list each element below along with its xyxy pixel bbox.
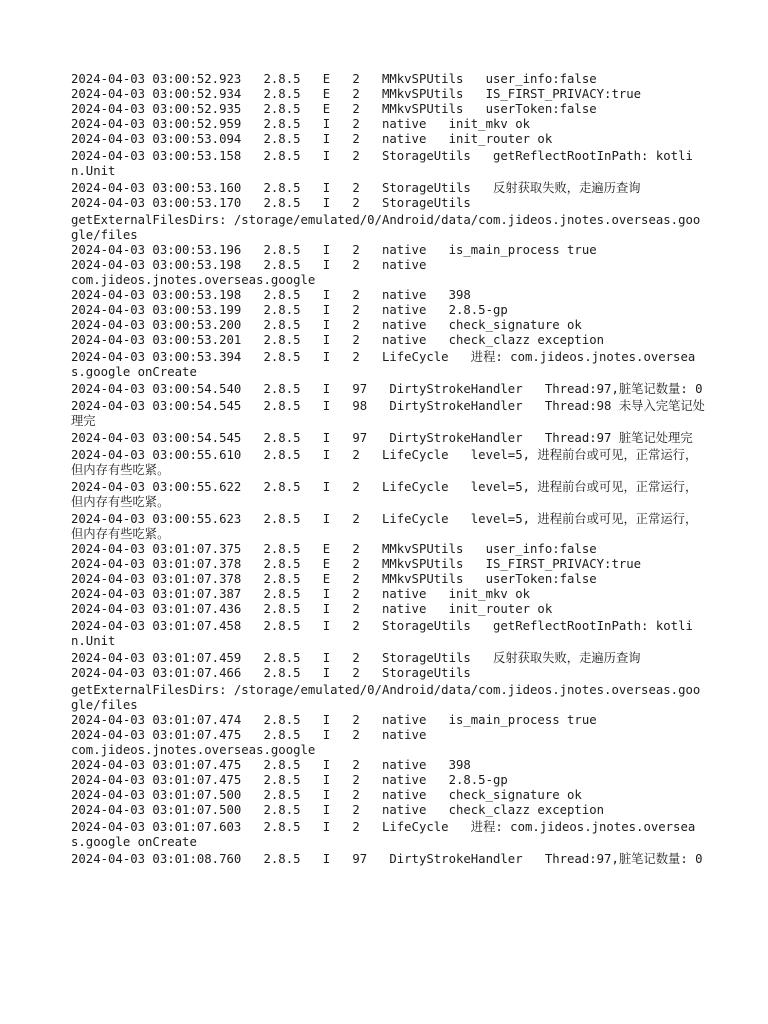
log-entry: 2024-04-03 03:00:54.540 2.8.5 I 97 DirtyStrokeHandler Thread:97,脏笔记数量: 0 (71, 382, 703, 396)
log-entry: 2024-04-03 03:00:52.923 2.8.5 E 2 MMkvSPUtils user_info:false (71, 72, 597, 86)
log-entry: 2024-04-03 03:00:53.094 2.8.5 I 2 native init_router ok (71, 132, 553, 146)
log-entry: 2024-04-03 03:00:53.201 2.8.5 I 2 native check_clazz exception (71, 333, 605, 347)
log-entry: 2024-04-03 03:00:53.200 2.8.5 I 2 native check_signature ok (71, 318, 582, 332)
log-entry: 2024-04-03 03:01:07.475 2.8.5 I 2 native (71, 728, 427, 742)
log-entry: 2024-04-03 03:01:07.603 2.8.5 I 2 LifeCycle 进程: com.jideos.jnotes.overseas.google onCreate (71, 820, 696, 849)
log-entry: 2024-04-03 03:01:07.500 2.8.5 I 2 native check_signature ok (71, 788, 582, 802)
log-entry: getExternalFilesDirs: /storage/emulated/0/Android/data/com.jideos.jnotes.overseas.google/files (71, 683, 701, 712)
log-entry: 2024-04-03 03:01:07.459 2.8.5 I 2 StorageUtils 反射获取失败，走遍历查询 (71, 651, 641, 665)
log-entry: 2024-04-03 03:01:07.436 2.8.5 I 2 native init_router ok (71, 602, 553, 616)
log-entry: 2024-04-03 03:01:07.387 2.8.5 I 2 native init_mkv ok (71, 587, 531, 601)
log-entry: 2024-04-03 03:01:07.475 2.8.5 I 2 native 398 (71, 758, 471, 772)
log-entry: 2024-04-03 03:01:07.475 2.8.5 I 2 native 2.8.5-gp (71, 773, 508, 787)
log-entry: 2024-04-03 03:00:53.199 2.8.5 I 2 native 2.8.5-gp (71, 303, 508, 317)
log-entry: 2024-04-03 03:00:54.545 2.8.5 I 98 DirtyStrokeHandler Thread:98 未导入完笔记处理完 (71, 399, 705, 428)
log-entry: 2024-04-03 03:01:07.378 2.8.5 E 2 MMkvSPUtils userToken:false (71, 572, 597, 586)
log-entry: 2024-04-03 03:01:07.474 2.8.5 I 2 native is_main_process true (71, 713, 597, 727)
log-entry: 2024-04-03 03:00:55.622 2.8.5 I 2 LifeCycle level=5, 进程前台或可见，正常运行，但内存有些吃紧。 (71, 480, 698, 509)
log-entry: 2024-04-03 03:00:52.959 2.8.5 I 2 native init_mkv ok (71, 117, 531, 131)
log-entry: getExternalFilesDirs: /storage/emulated/0/Android/data/com.jideos.jnotes.overseas.google/files (71, 213, 701, 242)
log-entry: 2024-04-03 03:00:53.198 2.8.5 I 2 native (71, 258, 427, 272)
log-entry: com.jideos.jnotes.overseas.google (71, 273, 316, 287)
log-entry: 2024-04-03 03:01:08.760 2.8.5 I 97 DirtyStrokeHandler Thread:97,脏笔记数量: 0 (71, 852, 703, 866)
log-entry: 2024-04-03 03:00:53.158 2.8.5 I 2 StorageUtils getReflectRootInPath: kotlin.Unit (71, 149, 693, 178)
log-entry: 2024-04-03 03:01:07.378 2.8.5 E 2 MMkvSPUtils IS_FIRST_PRIVACY:true (71, 557, 642, 571)
log-entry: 2024-04-03 03:00:53.170 2.8.5 I 2 StorageUtils (71, 196, 471, 210)
log-entry: 2024-04-03 03:01:07.466 2.8.5 I 2 StorageUtils (71, 666, 471, 680)
log-entry: com.jideos.jnotes.overseas.google (71, 743, 316, 757)
log-entry: 2024-04-03 03:00:53.196 2.8.5 I 2 native is_main_process true (71, 243, 597, 257)
log-entry: 2024-04-03 03:00:52.935 2.8.5 E 2 MMkvSPUtils userToken:false (71, 102, 597, 116)
log-entry: 2024-04-03 03:01:07.458 2.8.5 I 2 StorageUtils getReflectRootInPath: kotlin.Unit (71, 619, 693, 648)
log-entry: 2024-04-03 03:00:53.198 2.8.5 I 2 native 398 (71, 288, 471, 302)
log-entry: 2024-04-03 03:00:54.545 2.8.5 I 97 DirtyStrokeHandler Thread:97 脏笔记处理完 (71, 431, 693, 445)
log-entry: 2024-04-03 03:00:52.934 2.8.5 E 2 MMkvSPUtils IS_FIRST_PRIVACY:true (71, 87, 642, 101)
log-document (71, 72, 707, 867)
log-entry: 2024-04-03 03:00:55.610 2.8.5 I 2 LifeCycle level=5, 进程前台或可见，正常运行，但内存有些吃紧。 (71, 448, 698, 477)
log-entry: 2024-04-03 03:00:53.160 2.8.5 I 2 StorageUtils 反射获取失败，走遍历查询 (71, 181, 641, 195)
log-entry: 2024-04-03 03:01:07.375 2.8.5 E 2 MMkvSPUtils user_info:false (71, 542, 597, 556)
log-entry: 2024-04-03 03:00:55.623 2.8.5 I 2 LifeCycle level=5, 进程前台或可见，正常运行，但内存有些吃紧。 (71, 512, 698, 541)
log-entry: 2024-04-03 03:00:53.394 2.8.5 I 2 LifeCycle 进程: com.jideos.jnotes.overseas.google onCreate (71, 350, 696, 379)
log-entry: 2024-04-03 03:01:07.500 2.8.5 I 2 native check_clazz exception (71, 803, 605, 817)
